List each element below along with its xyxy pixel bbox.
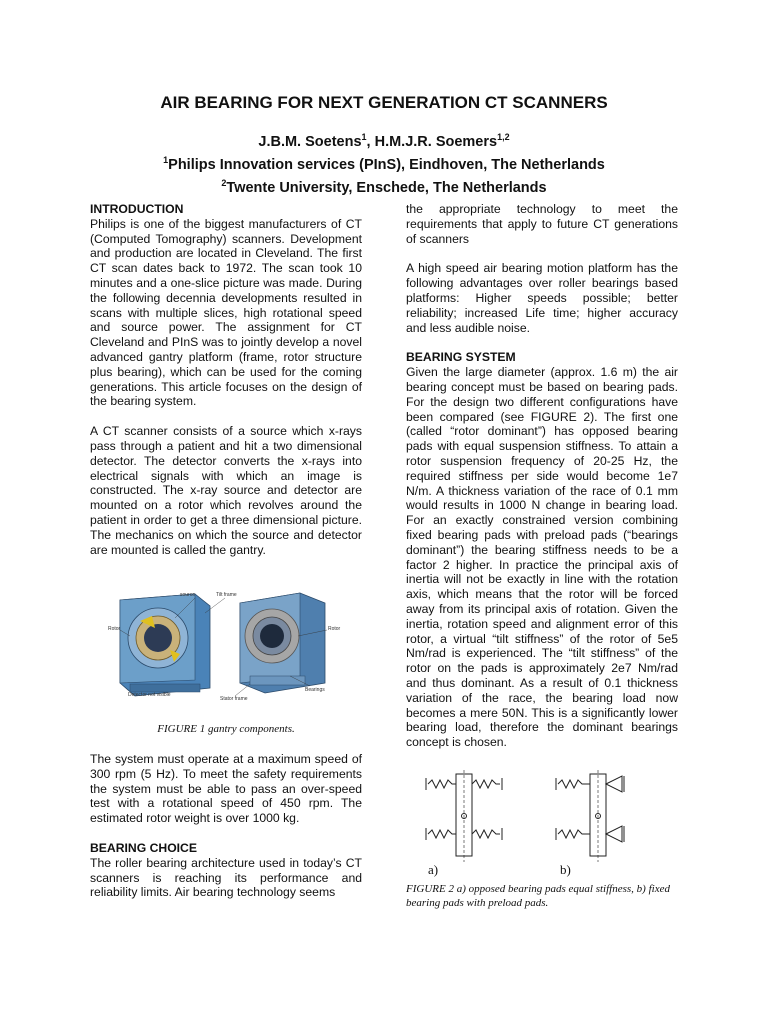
section-heading-bearing-system: BEARING SYSTEM: [406, 350, 516, 365]
choice-paragraph: The roller bearing architecture used in today’s CT scanners is reaching its performance and reliability limits. Air bearing technology seems: [90, 855, 362, 900]
author-block: [0, 128, 768, 196]
affiliation-text: Philips Innovation services (PInS), Eindhoven, The Netherlands: [168, 156, 605, 173]
label-bearings: Bearings: [305, 687, 325, 693]
configuration-b-diagram: [556, 770, 624, 862]
affiliation-marker: 1: [163, 154, 169, 165]
gantry-left-illustration: [120, 594, 210, 696]
choice-paragraph-continued: the appropriate technology to meet the requirements that apply to future CT generations of scanners: [406, 202, 678, 246]
author-name: H.M.J.R. Soemers: [374, 133, 498, 150]
label-detector: Detector not visible: [128, 692, 171, 698]
author-separator: ,: [366, 133, 375, 150]
left-column-lower: [90, 752, 362, 900]
figure1-caption: FIGURE 1 gantry components.: [157, 723, 295, 735]
label-tilt-frame: Tilt frame: [216, 592, 237, 598]
paper-title: AIR BEARING FOR NEXT GENERATION CT SCANNERS: [160, 93, 608, 112]
gantry-right-illustration: [240, 593, 325, 693]
affiliation-text: Twente University, Enschede, The Netherlands: [226, 179, 547, 196]
speed-paragraph: The system must operate at a maximum speed of 300 rpm (5 Hz). To meet the safety requirements the system must be able to pass an over-speed test with a rotational speed of 450 rpm. The estimated rotor weight is over 1000 kg.: [90, 752, 362, 826]
label-a: a): [428, 862, 439, 877]
affiliation-marker: 1,2: [497, 132, 510, 142]
configuration-a-diagram: [426, 770, 502, 862]
advantages-paragraph: A high speed air bearing motion platform has the following advantages over roller bearings based platforms: Higher speeds possible; better reliability; increased Life time; higher accuracy and less audible noise.: [406, 261, 678, 335]
label-source: source: [180, 592, 196, 598]
intro-paragraph: Philips is one of the biggest manufacturers of CT (Computed Tomography) scanners. Development and production are located in Cleveland. The first CT scan dates back to 1972. The scan took 10 minutes and a one-slice picture was made. During the following decennia developments resulted in scans with multiple slices, high rotational speed and source power. The assignment for CT Cleveland and PInS was to jointly develop a novel advanced gantry platform (frame, rotor structure plus bearing), which can be used for the coming generations. This article focuses on the design of the bearing system.: [90, 216, 362, 409]
section-heading-bearing-choice: BEARING CHOICE: [90, 840, 197, 855]
right-column: [406, 202, 678, 765]
label-stator-frame: Stator frame: [220, 696, 248, 702]
label-b: b): [560, 862, 571, 877]
gantry-components-figure: [100, 588, 350, 703]
intro-paragraph: A CT scanner consists of a source which x-rays pass through a patient and hit a two dimensional detector. The detector converts the x-rays into electrical signals with which an image is constructed. The x-ray source and detector are mounted on a rotor which revolves around the patient in order to get a three dimensional picture. The mechanics on which the source and detector are mounted is called the gantry.: [90, 424, 362, 557]
label-rotor-left: Rotor: [108, 626, 121, 632]
bearing-system-paragraph: Given the large diameter (approx. 1.6 m) the air bearing concept must be based on bearing pads. For the design two different configurations have been compared (see FIGURE 2). The first one (called “rotor dominant”) has opposed bearing pads with equal suspension stiffness. To attain a rotor suspension frequency of 20-25 Hz, the required stiffness per side would become 1e7 N/m. A thickness variation of the race of 0.1 mm would results in 1000 N change in bearing load. For an exactly constrained version combining fixed bearing pads with preload pads (“bearings dominant”) the bearing stiffness needs to be a factor 2 higher. In practice the principal axis of inertia will not be exactly in line with the rotation axis, which means that the rotor will be forced away from its principal axis of rotation. Given the inertia, rotation speed and alignment error of this rotor, a virtual “tilt stiffness” of the rotor of 5e5 Nm/rad is experienced. The “tilt stiffness” of the rotor on the pads is approximately 2e7 Nm/rad and thus dominant. As a result of 0.1 thickness variation of the race, the bearing load now becomes a mere 50N. This is a significantly lower bearing load, therefore the dominant bearings concept is chosen.: [406, 365, 678, 750]
label-rotor-right: Rotor: [328, 626, 341, 632]
section-heading-introduction: INTRODUCTION: [90, 202, 184, 216]
bearing-pads-figure: [408, 770, 668, 878]
figure2-caption: FIGURE 2 a) opposed bearing pads equal stiffness, b) fixed bearing pads with preload pads.: [406, 883, 670, 909]
affiliation-line: [0, 174, 768, 197]
author-name: J.B.M. Soetens: [258, 133, 362, 150]
author-line: [0, 128, 768, 151]
left-column: [90, 202, 362, 572]
affiliation-marker: 1: [361, 132, 367, 142]
affiliation-marker: 2: [221, 177, 227, 188]
affiliation-line: [0, 151, 768, 174]
